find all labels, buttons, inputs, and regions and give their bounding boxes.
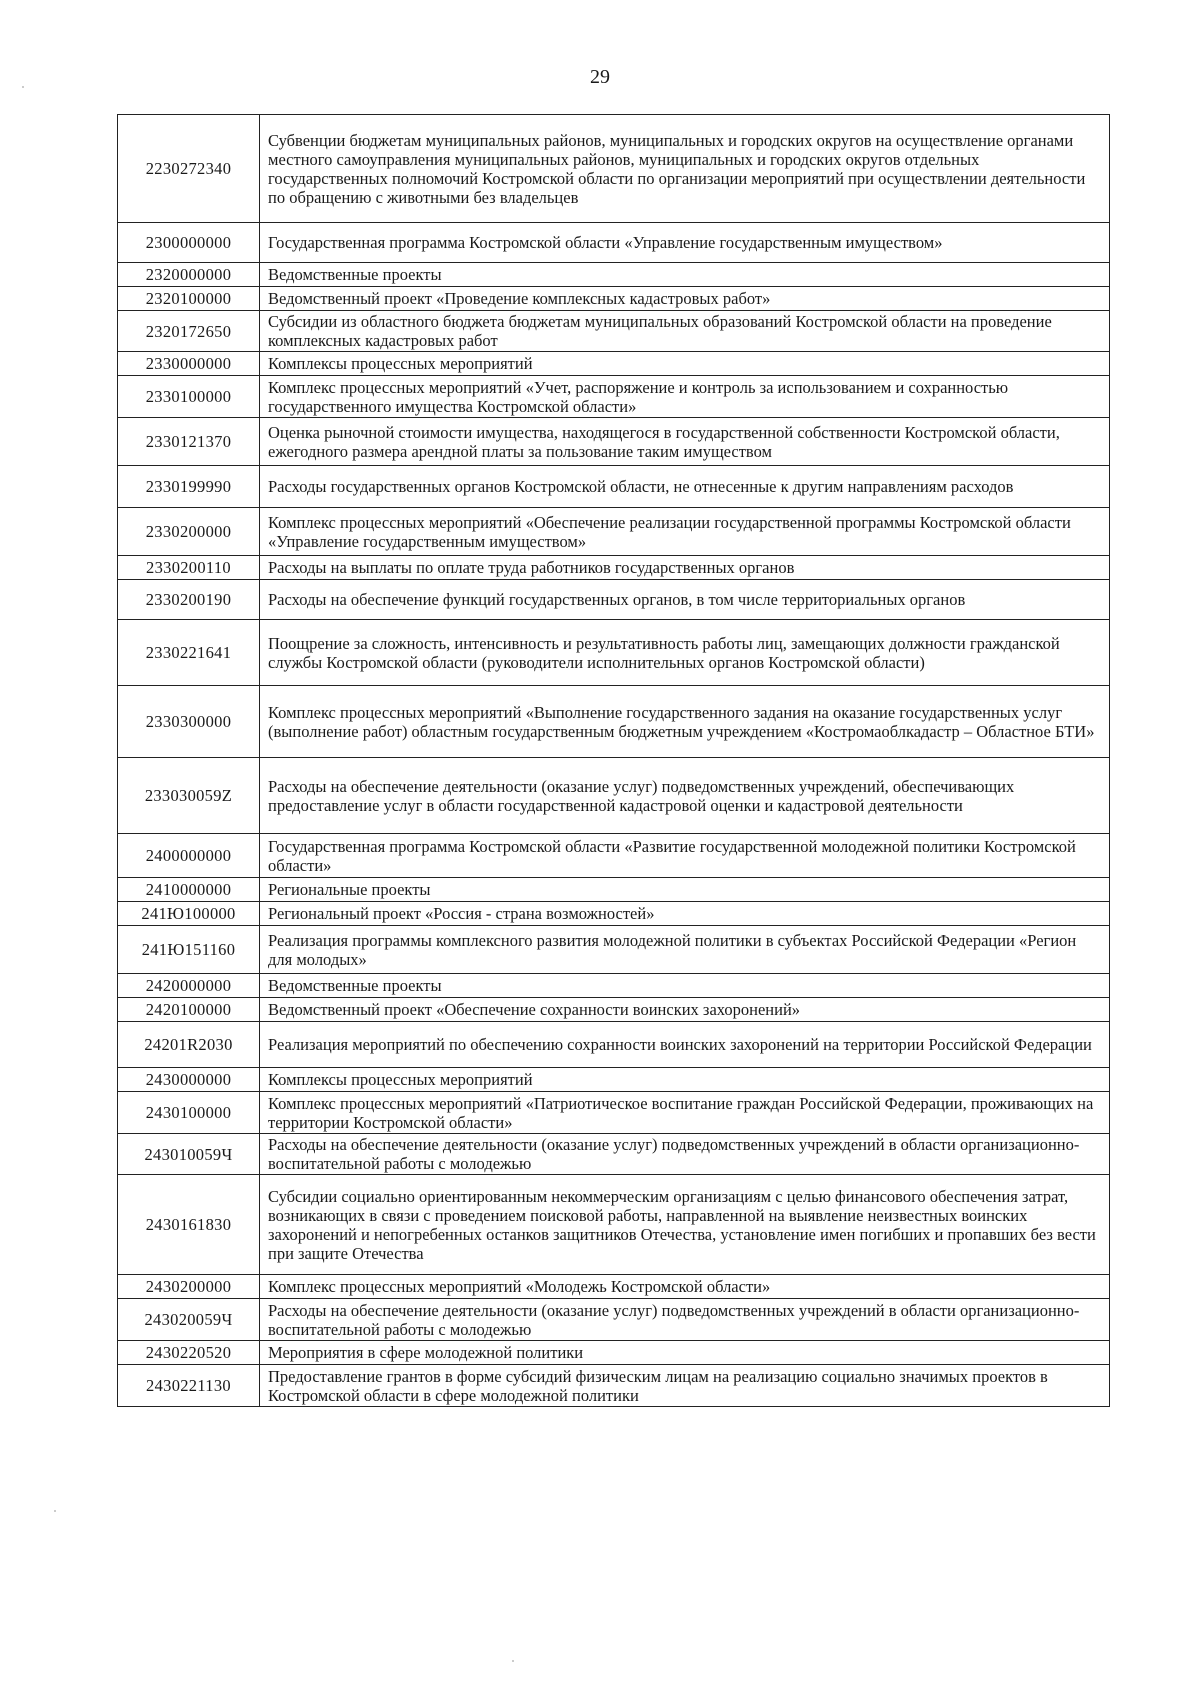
row-name: Ведомственные проекты: [260, 974, 1110, 998]
scan-speck: [54, 1510, 56, 1512]
row-code: 2320172650: [118, 311, 260, 352]
row-name: Комплексы процессных мероприятий: [260, 1068, 1110, 1092]
table-row: [118, 974, 1110, 998]
row-code: 233030059Z: [118, 758, 260, 834]
row-code: 2300000000: [118, 223, 260, 263]
row-name: Оценка рыночной стоимости имущества, находящегося в государственной собственности Костромской области, ежегодного размера арендной платы за пользование таким имуществом: [260, 418, 1110, 466]
row-name: Комплекс процессных мероприятий «Выполнение государственного задания на оказание государственных услуг (выполнение работ) областным государственным бюджетным учреждением «Костромаоблкадастр – Областное БТИ»: [260, 686, 1110, 758]
row-code: 241Ю100000: [118, 902, 260, 926]
row-name: Ведомственный проект «Обеспечение сохранности воинских захоронений»: [260, 998, 1110, 1022]
row-name: Реализация мероприятий по обеспечению сохранности воинских захоронений на территории Российской Федерации: [260, 1022, 1110, 1068]
table-row: [118, 263, 1110, 287]
row-code: 2430220520: [118, 1341, 260, 1365]
row-name: Ведомственные проекты: [260, 263, 1110, 287]
row-code: 2330199990: [118, 466, 260, 508]
row-name: Поощрение за сложность, интенсивность и результативность работы лиц, замещающих должности гражданской службы Костромской области (руководители исполнительных органов Костромской области): [260, 620, 1110, 686]
row-code: 2320000000: [118, 263, 260, 287]
table-row: [118, 1175, 1110, 1275]
row-name: Комплекс процессных мероприятий «Молодежь Костромской области»: [260, 1275, 1110, 1299]
table-row: [118, 902, 1110, 926]
row-code: 2420100000: [118, 998, 260, 1022]
table-row: [118, 1092, 1110, 1134]
row-code: 2330221641: [118, 620, 260, 686]
table-row: [118, 556, 1110, 580]
row-code: 2330300000: [118, 686, 260, 758]
table-row: [118, 878, 1110, 902]
row-code: 2430200000: [118, 1275, 260, 1299]
row-name: Расходы на обеспечение деятельности (оказание услуг) подведомственных учреждений, обеспечивающих предоставление услуг в области государственной кадастровой оценки и кадастровой деятельности: [260, 758, 1110, 834]
row-code: 241Ю151160: [118, 926, 260, 974]
row-name: Комплексы процессных мероприятий: [260, 352, 1110, 376]
row-code: 24201R2030: [118, 1022, 260, 1068]
row-name: Субвенции бюджетам муниципальных районов, муниципальных и городских округов на осуществление органами местного самоуправления муниципальных районов, муниципальных и городских округов отдельных государственных полномочий Костромской области по организации мероприятий при осуществлении деятельности по обращению с животными без владельцев: [260, 115, 1110, 223]
row-name: Предоставление грантов в форме субсидий физическим лицам на реализацию социально значимых проектов в Костромской области в сфере молодежной политики: [260, 1365, 1110, 1407]
row-code: 2430221130: [118, 1365, 260, 1407]
row-name: Государственная программа Костромской области «Развитие государственной молодежной политики Костромской области»: [260, 834, 1110, 878]
row-code: 243020059Ч: [118, 1299, 260, 1341]
table-row: [118, 1341, 1110, 1365]
row-code: 2330200000: [118, 508, 260, 556]
table-row: [118, 620, 1110, 686]
table-row: [118, 758, 1110, 834]
table-row: [118, 686, 1110, 758]
row-name: Расходы на обеспечение деятельности (оказание услуг) подведомственных учреждений в области организационно-воспитательной работы с молодежью: [260, 1134, 1110, 1175]
row-name: Расходы на обеспечение деятельности (оказание услуг) подведомственных учреждений в области организационно-воспитательной работы с молодежью: [260, 1299, 1110, 1341]
table-row: [118, 287, 1110, 311]
row-name: Субсидии из областного бюджета бюджетам муниципальных образований Костромской области на проведение комплексных кадастровых работ: [260, 311, 1110, 352]
row-name: Комплекс процессных мероприятий «Учет, распоряжение и контроль за использованием и сохранностью государственного имущества Костромской области»: [260, 376, 1110, 418]
row-name: Комплекс процессных мероприятий «Патриотическое воспитание граждан Российской Федерации, проживающих на территории Костромской области»: [260, 1092, 1110, 1134]
table-row: [118, 418, 1110, 466]
table-row: [118, 1299, 1110, 1341]
budget-codes-table-container: [117, 114, 1109, 1407]
table-row: [118, 1365, 1110, 1407]
table-row: [118, 926, 1110, 974]
table-row: [118, 1275, 1110, 1299]
table-row: [118, 352, 1110, 376]
row-code: 2410000000: [118, 878, 260, 902]
scan-speck: [22, 86, 24, 88]
table-row: [118, 508, 1110, 556]
table-row: [118, 466, 1110, 508]
table-row: [118, 1022, 1110, 1068]
row-code: 2430161830: [118, 1175, 260, 1275]
row-name: Комплекс процессных мероприятий «Обеспечение реализации государственной программы Костромской области «Управление государственным имуществом»: [260, 508, 1110, 556]
row-code: 243010059Ч: [118, 1134, 260, 1175]
row-name: Мероприятия в сфере молодежной политики: [260, 1341, 1110, 1365]
table-row: [118, 1068, 1110, 1092]
table-row: [118, 580, 1110, 620]
row-code: 2230272340: [118, 115, 260, 223]
table-row: [118, 998, 1110, 1022]
row-name: Региональный проект «Россия - страна возможностей»: [260, 902, 1110, 926]
row-name: Государственная программа Костромской области «Управление государственным имуществом»: [260, 223, 1110, 263]
table-row: [118, 376, 1110, 418]
table-row: [118, 834, 1110, 878]
row-name: Субсидии социально ориентированным некоммерческим организациям с целью финансового обеспечения затрат, возникающих в связи с проведением поисковой работы, направленной на выявление неизвестных воинских захоронений и непогребенных останков защитников Отечества, установление имен погибших и пропавших без вести при защите Отечества: [260, 1175, 1110, 1275]
table-row: [118, 311, 1110, 352]
row-code: 2330200190: [118, 580, 260, 620]
row-name: Расходы на обеспечение функций государственных органов, в том числе территориальных органов: [260, 580, 1110, 620]
row-code: 2430000000: [118, 1068, 260, 1092]
scan-speck: [512, 1660, 514, 1662]
row-name: Ведомственный проект «Проведение комплексных кадастровых работ»: [260, 287, 1110, 311]
row-code: 2330121370: [118, 418, 260, 466]
row-code: 2330000000: [118, 352, 260, 376]
row-name: Реализация программы комплексного развития молодежной политики в субъектах Российской Федерации «Регион для молодых»: [260, 926, 1110, 974]
row-code: 2400000000: [118, 834, 260, 878]
table-row: [118, 115, 1110, 223]
row-name: Расходы государственных органов Костромской области, не отнесенные к другим направлениям расходов: [260, 466, 1110, 508]
row-code: 2420000000: [118, 974, 260, 998]
row-code: 2330200110: [118, 556, 260, 580]
row-name: Региональные проекты: [260, 878, 1110, 902]
table-row: [118, 223, 1110, 263]
table-row: [118, 1134, 1110, 1175]
page-number: 29: [590, 66, 610, 88]
row-name: Расходы на выплаты по оплате труда работников государственных органов: [260, 556, 1110, 580]
row-code: 2330100000: [118, 376, 260, 418]
row-code: 2320100000: [118, 287, 260, 311]
table-body: [118, 115, 1110, 1407]
budget-codes-table: [117, 114, 1110, 1407]
row-code: 2430100000: [118, 1092, 260, 1134]
